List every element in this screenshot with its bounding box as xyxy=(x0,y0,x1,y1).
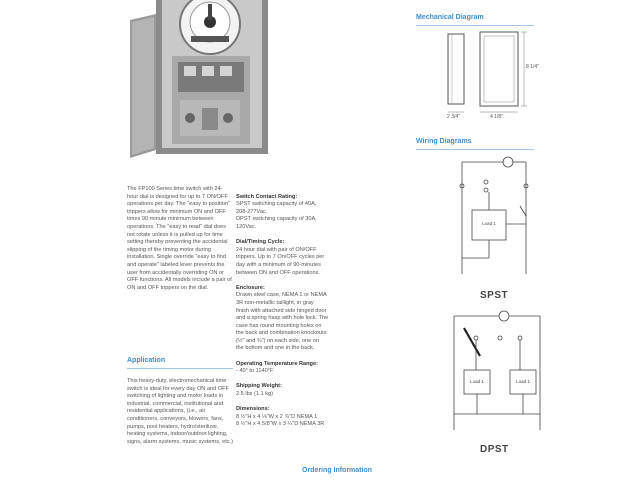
application-title: Application xyxy=(127,357,166,364)
spec-text: 24 hour dial with pair of ON/OFF trippers. Up to 7 On/OFF cycles per day with a minimum of 90-minutes between ON and OFF operations. xyxy=(236,246,325,276)
specs-list xyxy=(236,186,368,437)
dpst-load-1-label: Load 1 xyxy=(470,379,484,384)
dimension-width-label: 4 1/8" xyxy=(490,114,503,120)
spec-heading: Shipping Weight: xyxy=(236,383,282,390)
mechanical-diagram-title: Mechanical Diagram xyxy=(416,14,484,21)
dimension-depth-label: 2 3/4" xyxy=(447,114,460,120)
application-rule xyxy=(127,368,233,369)
spst-wiring-diagram xyxy=(444,154,544,288)
spec-item xyxy=(236,239,368,277)
spec-text: SPST switching capacity of 40A, 208-277Vac. DPST switching capacity of 30A, 120Vac. xyxy=(236,201,317,230)
spec-item xyxy=(236,361,368,376)
product-photo xyxy=(128,0,270,168)
spec-heading: Dial/Timing Cycle: xyxy=(236,239,285,246)
spec-text: 2.5 lbs (1.1 kg) xyxy=(236,391,273,398)
spst-label: SPST xyxy=(480,290,509,301)
ordering-title: Ordering Information xyxy=(302,467,372,474)
spec-text: Drawn steel case, NEMA 1 or NEMA 3R non-metallic taillight, in gray finish with attached side hinged door and a spring hasp with hole lock. The case has round mounting holes on the back and combination knockouts (½" and ¾") on each side, one on the bottom and one in the back. xyxy=(236,292,329,352)
spec-heading: Operating Temperature Range: xyxy=(236,360,318,367)
spec-item xyxy=(236,285,368,353)
dpst-label: DPST xyxy=(480,444,509,455)
dimension-height-label: 8 1/4" xyxy=(526,64,539,70)
spec-heading: Enclosure: xyxy=(236,284,265,291)
mechanical-rule xyxy=(416,25,534,26)
spec-item xyxy=(236,406,368,429)
wiring-rule xyxy=(416,149,534,150)
spst-load-label: Load 1 xyxy=(482,221,496,226)
application-paragraph: This heavy-duty, electromechanical time switch is ideal for every day ON and OFF switching of lighting and motor loads in industrial, commercial, institutional and residential applications, (i.e., air conditioners, conveyors, blowers, fans, pumps, pool heaters, hydro/sterilizer, heating systems, indoor/outdoor lighting, signs, alarm systems, music systems, etc.) xyxy=(127,378,233,445)
spec-text: - 40° to 1140°F xyxy=(236,368,274,375)
intro-paragraph: The FP100 Series time switch with 24-hour dial is designed for up to 7 ON/OFF operations per day. The "easy to position" trippers allow for minimum ON and OFF times 90 minute minimum between operations. The "easy to read" dial does not rotate unless it is pulled up for time setting thereby preventing the accidental slipping of the timing motor during installation. Single override "easy to find and operate" labeled lever prevents the user from accidentally overriding ON or OFF functions. All models include a pair of ON and OFF trippers on the dial. xyxy=(127,186,232,291)
dpst-load-2-label: Load 1 xyxy=(516,379,530,384)
dpst-wiring-diagram xyxy=(440,308,552,438)
spec-heading: Switch Contact Rating: xyxy=(236,193,298,200)
spec-text: 8 ½"H x 4 ⅛"W x 2 ⅞"D NEMA 1 8 ½"H x 4 5/8"W x 3 ¼"D NEMA 3R xyxy=(236,413,325,428)
wiring-diagrams-title: Wiring Diagrams xyxy=(416,138,472,145)
spec-item xyxy=(236,194,368,232)
mechanical-diagram xyxy=(432,28,552,124)
spec-item xyxy=(236,383,368,398)
spec-heading: Dimensions: xyxy=(236,406,270,413)
